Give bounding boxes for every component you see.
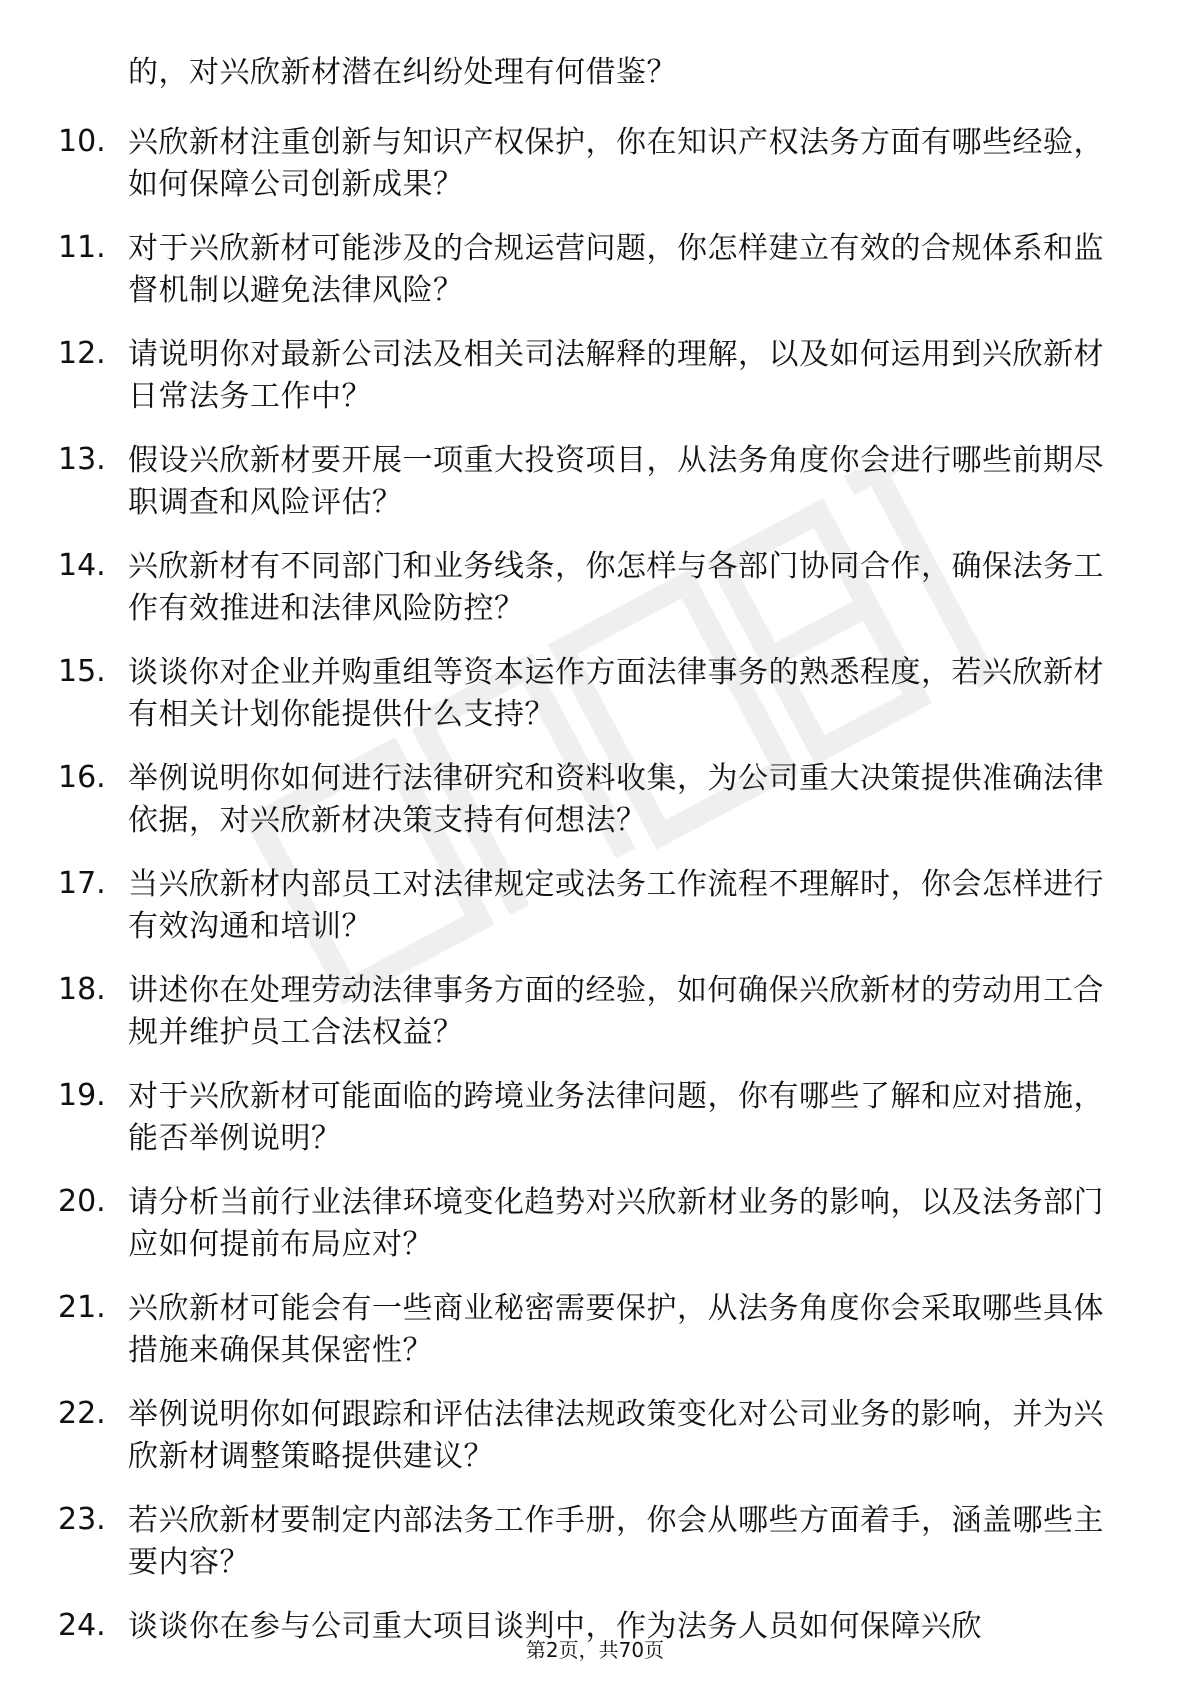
list-item: [0, 754, 1190, 860]
question-text: 对于兴欣新材可能涉及的合规运营问题，你怎样建立有效的合规体系和监督机制以避免法律风险？: [128, 231, 1104, 308]
list-item: [0, 1072, 1190, 1178]
question-number: 16.: [58, 760, 106, 795]
question-text: 的，对兴欣新材潜在纠纷处理有何借鉴？: [128, 55, 677, 90]
question-text: 谈谈你在参与公司重大项目谈判中，作为法务人员如何保障兴欣: [128, 1609, 982, 1644]
question-number: 12.: [58, 336, 106, 371]
list-item-continued: [0, 48, 1190, 118]
question-number: 21.: [58, 1290, 106, 1325]
question-number: 22.: [58, 1396, 106, 1431]
question-number: 17.: [58, 866, 106, 901]
question-number: 18.: [58, 972, 106, 1007]
question-number: 10.: [58, 124, 106, 159]
question-text: 当兴欣新材内部员工对法律规定或法务工作流程不理解时，你会怎样进行有效沟通和培训？: [128, 867, 1104, 944]
list-item: [0, 542, 1190, 648]
question-number: 20.: [58, 1184, 106, 1219]
list-item: [0, 436, 1190, 542]
list-item: [0, 860, 1190, 966]
list-item: [0, 1390, 1190, 1496]
list-item: [0, 224, 1190, 330]
question-number: 11.: [58, 230, 106, 265]
question-number: 19.: [58, 1078, 106, 1113]
list-item: [0, 648, 1190, 754]
list-item: [0, 1496, 1190, 1602]
question-number: 14.: [58, 548, 106, 583]
question-number: 15.: [58, 654, 106, 689]
question-text: 讲述你在处理劳动法律事务方面的经验，如何确保兴欣新材的劳动用工合规并维护员工合法权益？: [128, 973, 1104, 1050]
question-number: 24.: [58, 1608, 106, 1643]
question-text: 兴欣新材可能会有一些商业秘密需要保护，从法务角度你会采取哪些具体措施来确保其保密性？: [128, 1291, 1104, 1368]
question-text: 请说明你对最新公司法及相关司法解释的理解，以及如何运用到兴欣新材日常法务工作中？: [128, 337, 1104, 414]
question-text: 请分析当前行业法律环境变化趋势对兴欣新材业务的影响，以及法务部门应如何提前布局应对？: [128, 1185, 1104, 1262]
list-item: [0, 330, 1190, 436]
list-item: [0, 1284, 1190, 1390]
list-item: [0, 1178, 1190, 1284]
list-item: [0, 118, 1190, 224]
question-text: 举例说明你如何跟踪和评估法律法规政策变化对公司业务的影响，并为兴欣新材调整策略提供建议？: [128, 1397, 1104, 1474]
question-text: 兴欣新材有不同部门和业务线条，你怎样与各部门协同合作，确保法务工作有效推进和法律风险防控？: [128, 549, 1104, 626]
question-text: 假设兴欣新材要开展一项重大投资项目，从法务角度你会进行哪些前期尽职调查和风险评估？: [128, 443, 1104, 520]
question-text: 对于兴欣新材可能面临的跨境业务法律问题，你有哪些了解和应对措施，能否举例说明？: [128, 1079, 1104, 1156]
question-text: 举例说明你如何进行法律研究和资料收集，为公司重大决策提供准确法律依据，对兴欣新材决策支持有何想法？: [128, 761, 1104, 838]
question-number: 13.: [58, 442, 106, 477]
question-number: 23.: [58, 1502, 106, 1537]
question-text: 兴欣新材注重创新与知识产权保护，你在知识产权法务方面有哪些经验，如何保障公司创新成果？: [128, 125, 1104, 202]
question-list: [0, 48, 1190, 1708]
question-text: 若兴欣新材要制定内部法务工作手册，你会从哪些方面着手，涵盖哪些主要内容？: [128, 1503, 1104, 1580]
page-footer: 第2页，共70页: [525, 1638, 665, 1662]
list-item: [0, 966, 1190, 1072]
question-text: 谈谈你对企业并购重组等资本运作方面法律事务的熟悉程度，若兴欣新材有相关计划你能提供什么支持？: [128, 655, 1104, 732]
